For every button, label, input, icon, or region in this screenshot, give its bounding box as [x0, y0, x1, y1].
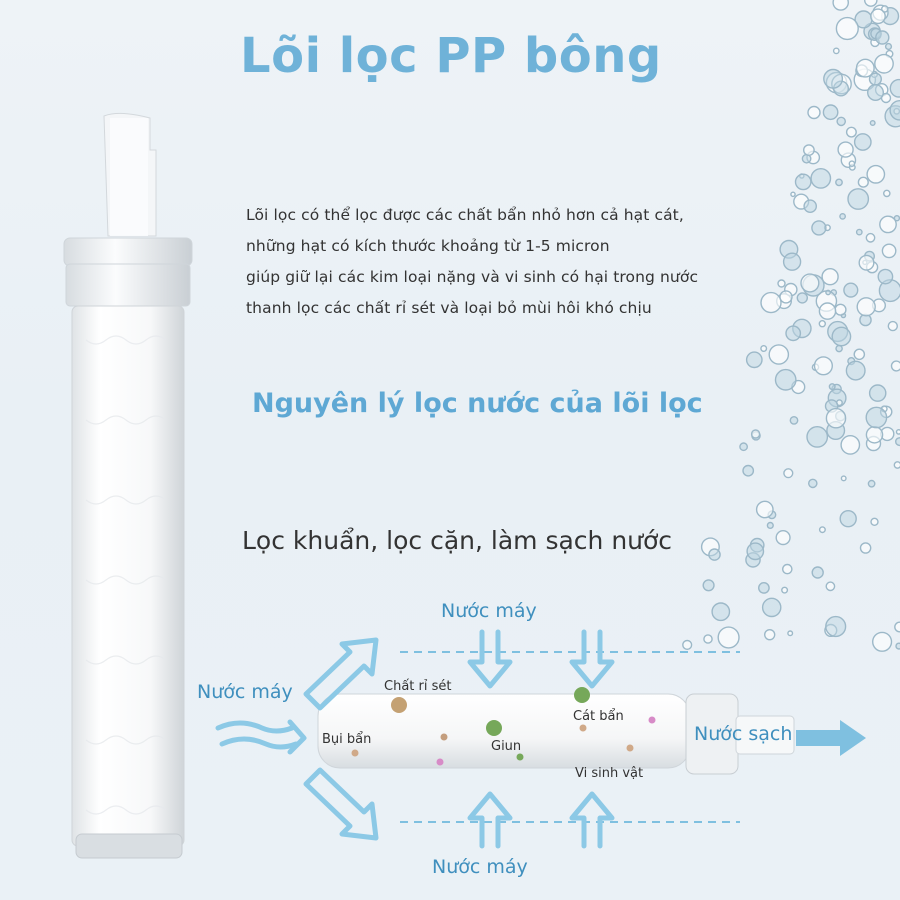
dirt-particle-dot	[580, 725, 587, 732]
particle-label-worm: Giun	[491, 739, 522, 754]
inflow-arrow-icon	[222, 739, 296, 747]
particle-label-dirt: Bụi bẩn	[322, 732, 372, 747]
description-line: Lõi lọc có thể lọc được các chất bẩn nhỏ hơn cả hạt cát,	[246, 206, 684, 224]
page-title: Lõi lọc PP bông	[240, 28, 662, 84]
dirt-particle-dot	[352, 750, 359, 757]
outflow-arrow-icon	[796, 720, 866, 756]
down-arrow-icon	[470, 632, 510, 686]
inflow-arrow-head-icon	[290, 722, 304, 752]
particle-label-rust: Chất rỉ sét	[384, 679, 452, 694]
description-line: những hạt có kích thước khoảng từ 1-5 micron	[246, 237, 610, 255]
inflow-label-left: Nước máy	[197, 681, 293, 703]
dirt-particle-dot	[627, 745, 634, 752]
particle-label-sand: Cát bẩn	[573, 709, 624, 724]
inflow-label-bottom: Nước máy	[432, 856, 528, 878]
section-caption: Lọc khuẩn, lọc cặn, làm sạch nước	[242, 526, 673, 555]
section-heading: Nguyên lý lọc nước của lõi lọc	[252, 388, 703, 419]
inflow-arrow-icon	[218, 723, 292, 731]
microbe-particle-dot	[437, 759, 444, 766]
particle-label-microbe: Vi sinh vật	[575, 766, 644, 781]
worm-particle-dot	[486, 720, 502, 736]
microbe-particle-dot	[649, 717, 656, 724]
down-arrow-icon	[572, 632, 612, 686]
sand-particle-dot	[574, 687, 590, 703]
dirt-particle-dot	[441, 734, 448, 741]
rust-particle-dot	[391, 697, 407, 713]
inflow-label-top: Nước máy	[441, 600, 537, 622]
worm-particle-dot	[517, 754, 524, 761]
description-line: thanh lọc các chất rỉ sét và loại bỏ mùi hôi khó chịu	[246, 299, 652, 317]
up-arrow-icon	[572, 794, 612, 846]
up-arrow-icon	[470, 794, 510, 846]
outflow-label: Nước sạch	[694, 723, 793, 745]
down-right-arrow-icon	[306, 770, 376, 838]
description-line: giúp giữ lại các kim loại nặng và vi sinh có hại trong nước	[246, 268, 699, 286]
